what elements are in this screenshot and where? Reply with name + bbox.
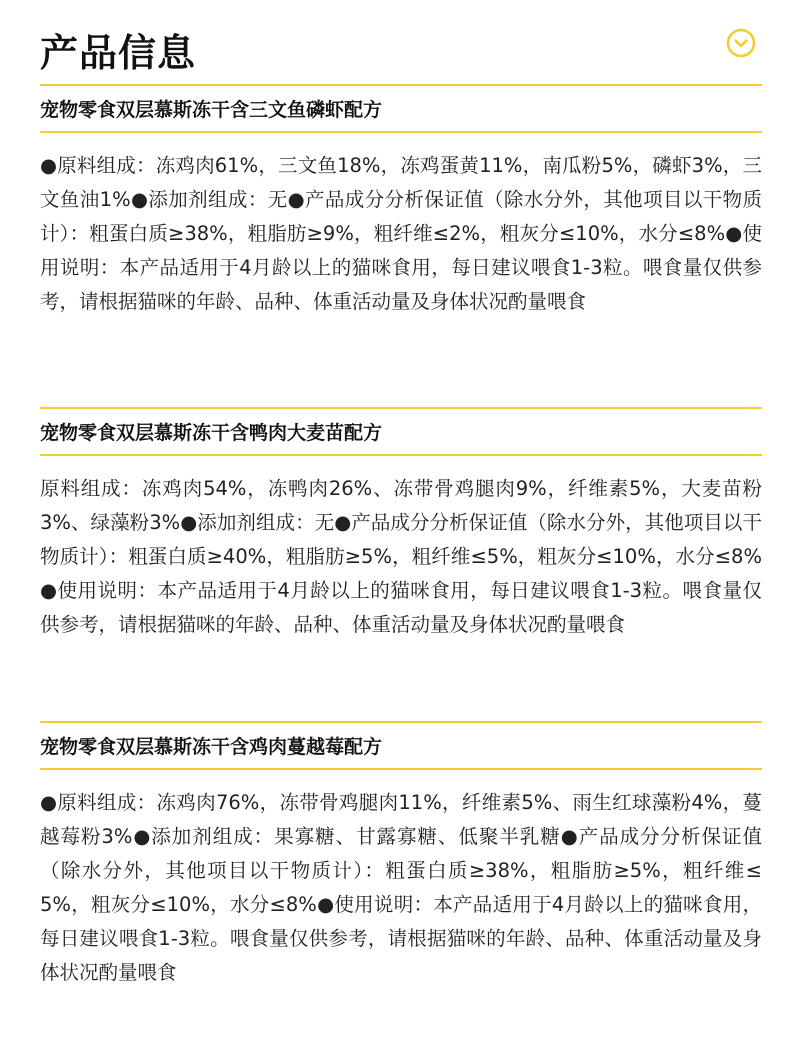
page-title: 产品信息	[40, 31, 197, 75]
header	[40, 0, 762, 84]
section-header	[40, 723, 762, 768]
section-title: 宠物零食双层慕斯冻干含鸭肉大麦苗配方	[40, 422, 383, 444]
section-header	[40, 86, 762, 131]
section-title: 宠物零食双层慕斯冻干含三文鱼磷虾配方	[40, 99, 383, 121]
chevron-down-circle-icon	[726, 28, 756, 58]
section-header	[40, 409, 762, 454]
section-body: ●原料组成：冻鸡肉76%，冻带骨鸡腿肉11%，纤维素5%、雨生红球藻粉4%，蔓越莓粉3%●添加剂组成：果寡糖、甘露寡糖、低聚半乳糖●产品成分分析保证值（除水分外，其他项目以干物质计）：粗蛋白质≥38%，粗脂肪≥5%，粗纤维≤5%，粗灰分≤10%，水分≤8%●使用说明：本产品适用于4月龄以上的猫咪食用，每日建议喂食1-3粒。喂食量仅供参考，请根据猫咪的年龄、品种、体重活动量及身体状况酌量喂食	[40, 791, 762, 984]
section-body: 原料组成：冻鸡肉54%，冻鸭肉26%、冻带骨鸡腿肉9%，纤维素5%，大麦苗粉3%、绿藻粉3%●添加剂组成：无●产品成分分析保证值（除水分外，其他项目以干物质计）：粗蛋白质≥40%，粗脂肪≥5%，粗纤维≤5%，粗灰分≤10%，水分≤8%●使用说明：本产品适用于4月龄以上的猫咪食用，每日建议喂食1-3粒。喂食量仅供参考，请根据猫咪的年龄、品种、体重活动量及身体状况酌量喂食	[40, 477, 762, 636]
section-body: ●原料组成：冻鸡肉61%，三文鱼18%，冻鸡蛋黄11%，南瓜粉5%，磷虾3%，三文鱼油1%●添加剂组成：无●产品成分分析保证值（除水分外，其他项目以干物质计）：粗蛋白质≥38%，粗脂肪≥9%，粗纤维≤2%，粗灰分≤10%，水分≤8%●使用说明：本产品适用于4月龄以上的猫咪食用，每日建议喂食1-3粒。喂食量仅供参考，请根据猫咪的年龄、品种、体重活动量及身体状况酌量喂食	[40, 154, 762, 313]
section-title: 宠物零食双层慕斯冻干含鸡肉蔓越莓配方	[40, 736, 383, 758]
collapse-toggle-button[interactable]	[726, 28, 756, 58]
